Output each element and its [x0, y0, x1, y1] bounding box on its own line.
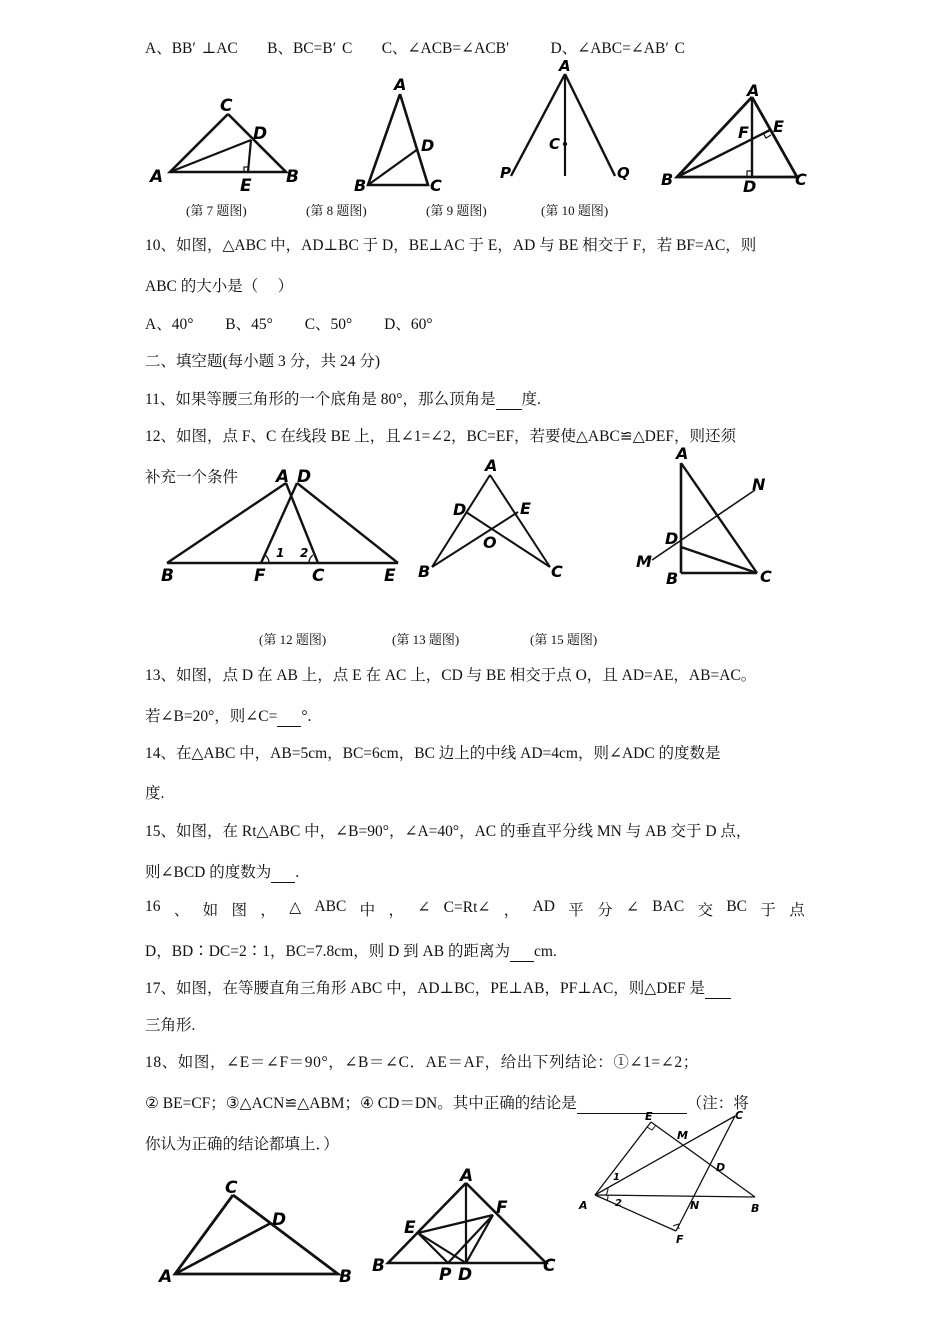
fig10-label-d: D: [743, 177, 757, 196]
fig18-label-d: D: [716, 1161, 726, 1174]
caption-fig12: (第 12 题图): [259, 632, 327, 647]
q17-line-1: [145, 976, 731, 999]
q16-word: AD: [532, 898, 555, 915]
fig12-label-a: A: [276, 467, 290, 487]
q10-options: [145, 312, 461, 334]
fig7-label-a: A: [150, 167, 164, 187]
fig8-label-d: D: [421, 136, 435, 155]
fig16-label-a: A: [159, 1267, 173, 1287]
fig16-label-d: D: [272, 1210, 287, 1230]
q11-text-after: 度.: [521, 391, 541, 408]
fig12-label-e: E: [384, 566, 396, 586]
q16-word: ，: [388, 902, 405, 919]
q13-text-1: 13、如图，点 D 在 AB 上，点 E 在 AC 上，CD 与 BE 相交于点 O，且 AD=AE，AB=AC。: [145, 667, 757, 684]
fig12-label-c: C: [312, 566, 325, 586]
fig18-label-f: F: [676, 1233, 684, 1246]
q16-word: ∠: [417, 899, 431, 916]
fig18-label-n: N: [690, 1199, 700, 1212]
fig13-label-e: E: [520, 499, 531, 518]
fig12-angle-1: 1: [276, 546, 285, 560]
q16-word: △: [289, 899, 302, 916]
fig10-label-c: C: [795, 170, 807, 189]
q16-word: BC: [726, 898, 748, 915]
fig9-label-p: P: [500, 164, 511, 182]
q11-blank: [496, 391, 522, 410]
q15-text-before: 则∠BCD 的度数为: [145, 864, 272, 881]
fig12-angle-2: 2: [300, 546, 309, 560]
q16-word: ∠: [625, 899, 639, 916]
fig7-label-b: B: [286, 167, 299, 187]
q11: [145, 387, 541, 410]
figure-17: [368, 1165, 558, 1285]
q10-text-1: 10、如图，△ABC 中，AD⊥BC 于 D，BE⊥AC 于 E，AD 与 BE 相交于 F，若 BF=AC，则: [145, 237, 757, 254]
fig13-label-d: D: [453, 500, 467, 519]
q16-word: ABC: [314, 898, 347, 915]
q9-option-d: D、∠ABC=∠AB′ C: [550, 40, 685, 57]
q16-word: 如: [202, 902, 219, 919]
caption-fig10: (第 10 题图): [541, 203, 609, 218]
q17-text-2: 三角形.: [145, 1017, 196, 1034]
q16-line-2: [145, 939, 557, 962]
fig10-label-a: A: [747, 81, 760, 100]
q18-text-before: ② BE=CF；③△ACN≌△ABM；④ CD＝DN。其中正确的结论是: [145, 1095, 577, 1112]
fig10-label-f: F: [738, 123, 749, 142]
q18-text-3: 你认为正确的结论都填上．）: [145, 1136, 339, 1153]
q16-text-1: [145, 898, 805, 920]
q13-blank: [277, 708, 301, 727]
fig18-label-1: 1: [613, 1172, 620, 1183]
q16-blank: [510, 943, 534, 962]
fig9-label-c: C: [549, 135, 561, 153]
figure-9: [495, 56, 645, 186]
q16-word: 16: [145, 898, 161, 915]
fig17-label-p: P: [439, 1265, 452, 1285]
fig13-label-o: O: [483, 533, 497, 552]
q15-text-1: 15、如图，在 Rt△ABC 中，∠B=90°，∠A=40°，AC 的垂直平分线 MN 与 AB 交于 D 点，: [145, 823, 752, 840]
q10-option-d: D、60°: [384, 316, 433, 333]
fig18-label-a: A: [579, 1199, 588, 1212]
q18-text-1: 18、如图，∠E＝∠F＝90°，∠B＝∠C．AE＝AF，给出下列结论：①∠1=∠2；: [145, 1054, 699, 1071]
fig16-label-b: B: [339, 1267, 352, 1287]
fig15-label-n: N: [752, 475, 766, 494]
q9-options: [145, 36, 685, 58]
caption-fig9: (第 9 题图): [426, 203, 487, 218]
q15-blank: [271, 864, 295, 883]
q18-text-after: （注：将: [686, 1095, 749, 1112]
fig17-label-d: D: [458, 1265, 473, 1285]
caption-fig13: (第 13 题图): [392, 632, 460, 647]
q16-text-before: D，BD∶DC=2∶1，BC=7.8cm，则 D 到 AB 的距离为: [145, 943, 510, 960]
q10-option-c: C、50°: [304, 316, 353, 333]
q16-word: ，: [260, 902, 276, 919]
fig18-label-2: 2: [615, 1198, 622, 1209]
figure-13: [412, 455, 572, 585]
fig8-label-c: C: [430, 176, 442, 195]
caption-fig7: (第 7 题图): [186, 203, 247, 218]
fig17-label-e: E: [404, 1218, 416, 1238]
fig8-label-a: A: [394, 75, 407, 94]
fig12-label-b: B: [161, 566, 174, 586]
q9-option-a: A、BB′ ⊥AC: [145, 40, 238, 57]
q9-option-b: B、BC=B′ C: [267, 40, 353, 57]
q11-text-before: 11、如果等腰三角形的一个底角是 80°，那么顶角是: [145, 391, 496, 408]
figure-18: [575, 1108, 775, 1248]
q15-text-after: .: [295, 864, 300, 881]
fig16-label-c: C: [225, 1178, 238, 1198]
fig18-label-b: B: [751, 1202, 760, 1215]
fig7-label-c: C: [220, 96, 233, 116]
q16-word: 图: [231, 902, 248, 919]
q16-word: 平: [568, 902, 584, 919]
q16-text-after: cm.: [533, 943, 557, 960]
q10-text-2: ABC 的大小是（ ）: [145, 278, 294, 295]
q16-word: 、: [173, 902, 190, 919]
q17-blank: [705, 980, 731, 999]
fig15-label-b: B: [666, 569, 679, 588]
caption-fig15: (第 15 题图): [530, 632, 598, 647]
fig13-label-c: C: [551, 562, 563, 581]
q16-word: C=Rt∠: [443, 899, 491, 916]
q13-line-2: [145, 704, 311, 727]
q16-word: 于: [760, 902, 776, 919]
fig18-label-e: E: [645, 1110, 653, 1123]
q16-word: 点: [789, 902, 805, 919]
fig15-label-m: M: [636, 552, 652, 571]
fig12-label-f: F: [254, 566, 266, 586]
q16-word: 中: [359, 902, 376, 919]
q12-text-1: 12、如图，点 F、C 在线段 BE 上，且∠1=∠2，BC=EF，若要使△ABC≌△DEF，则还须: [145, 428, 736, 445]
fig15-label-a: A: [676, 444, 689, 463]
fig17-label-c: C: [543, 1256, 556, 1276]
q17-text-1: 17、如图，在等腰直角三角形 ABC 中，AD⊥BC，PE⊥AB，PF⊥AC，则△DEF 是: [145, 980, 705, 997]
figure-7: [148, 90, 308, 200]
figure-8: [348, 72, 458, 197]
q14-text-2: 度.: [145, 785, 165, 802]
fig15-label-d: D: [665, 529, 679, 548]
q12-text-2: 补充一个条件: [145, 469, 239, 486]
fig13-label-b: B: [418, 562, 431, 581]
fig8-label-b: B: [354, 176, 367, 195]
fig7-label-e: E: [240, 176, 252, 196]
fig9-label-q: Q: [617, 164, 630, 182]
section-2-heading: 二、填空题(每小题 3 分，共 24 分): [145, 353, 381, 370]
q14-text-1: 14、在△ABC 中，AB=5cm，BC=6cm，BC 边上的中线 AD=4cm，则∠ADC 的度数是: [145, 745, 721, 762]
fig15-label-c: C: [760, 567, 772, 586]
fig17-label-f: F: [496, 1198, 508, 1218]
figure-12: [155, 465, 405, 585]
figure-15: [632, 443, 792, 588]
q9-option-c: C、∠ACB=∠ACB′: [381, 40, 510, 57]
q13-text-before: 若∠B=20°，则∠C=: [145, 708, 278, 725]
fig9-label-a: A: [559, 57, 571, 75]
fig13-label-a: A: [485, 456, 498, 475]
fig18-label-c: C: [735, 1109, 744, 1122]
fig12-label-d: D: [297, 467, 312, 487]
q16-word: 交: [697, 902, 714, 919]
fig17-label-b: B: [372, 1256, 385, 1276]
q16-word: BAC: [652, 898, 685, 915]
caption-fig8: (第 8 题图): [306, 203, 367, 218]
fig17-label-a: A: [460, 1166, 474, 1186]
fig10-label-e: E: [773, 117, 784, 136]
q16-word: ，: [503, 902, 520, 919]
fig10-label-b: B: [661, 170, 674, 189]
figure-16: [155, 1178, 355, 1288]
fig18-label-m: M: [677, 1129, 688, 1142]
q13-text-after: °.: [301, 708, 312, 725]
q10-option-a: A、40°: [145, 316, 194, 333]
fig7-label-d: D: [253, 124, 268, 144]
q15-line-2: [145, 860, 299, 883]
figure-10: [655, 75, 815, 200]
q16-word: 分: [597, 902, 613, 919]
q10-option-b: B、45°: [225, 316, 273, 333]
